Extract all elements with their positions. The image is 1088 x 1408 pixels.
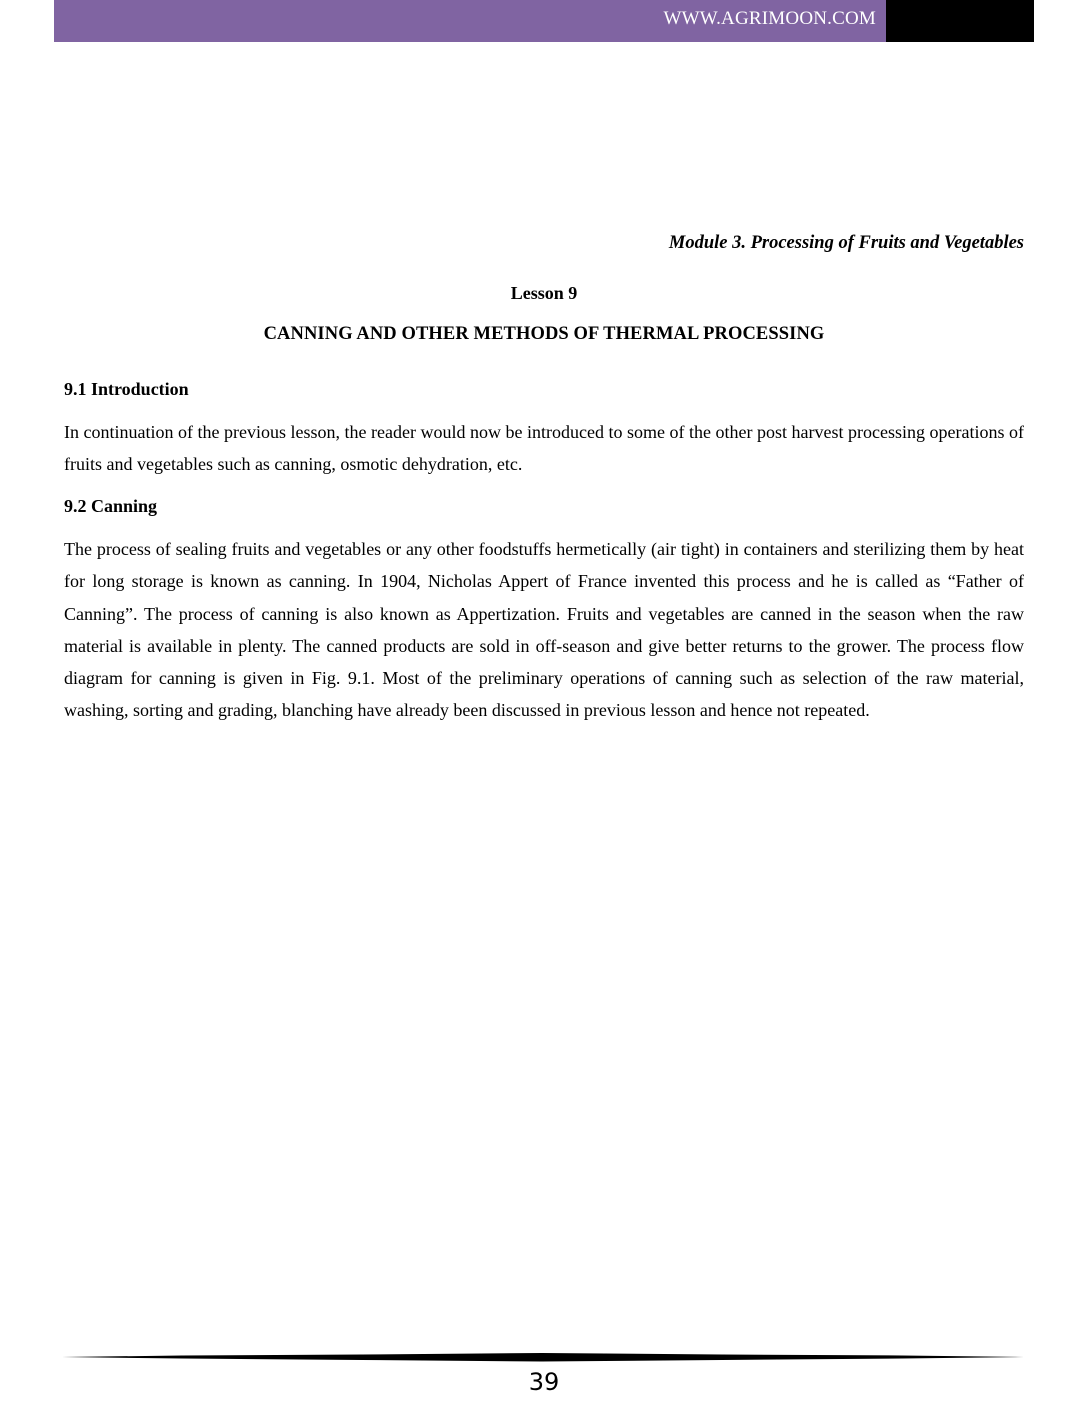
header-black-block: [886, 0, 1034, 42]
paragraph-introduction: In continuation of the previous lesson, the reader would now be introduced to some of the other post harvest processing operations of fruits and vegetables such as canning, osmotic dehydration, etc.: [64, 422, 1024, 475]
footer-rule: [62, 1350, 1024, 1364]
section-heading-introduction: 9.1 Introduction: [64, 379, 189, 399]
page-number: 39: [528, 1368, 560, 1396]
paragraph-canning: The process of sealing fruits and vegetables or any other foodstuffs hermetically (air tight) in containers and sterilizing them by heat for long storage is known as canning. In 1904, Nicholas Appert of France invented this process and he is called as “Father of Canning”. The process of canning is also known as Appertization. Fruits and vegetables are canned in the season when the raw material is available in plenty. The canned products are sold in off-season and give better returns to the grower. The process flow diagram for canning is given in Fig. 9.1. Most of the preliminary operations of canning such as selection of the raw material, washing, sorting and grading, blanching have already been discussed in previous lesson and hence not repeated.: [64, 539, 1024, 721]
section-heading-canning: 9.2 Canning: [64, 496, 158, 516]
lesson-title: CANNING AND OTHER METHODS OF THERMAL PROCESSING: [263, 324, 825, 344]
footer-rule-shape: [62, 1353, 1024, 1362]
site-url[interactable]: WWW.AGRIMOON.COM: [663, 8, 876, 29]
lesson-label: Lesson 9: [510, 283, 578, 303]
module-title: Module 3. Processing of Fruits and Vegetables: [668, 233, 1024, 253]
header-bar: [54, 0, 886, 42]
